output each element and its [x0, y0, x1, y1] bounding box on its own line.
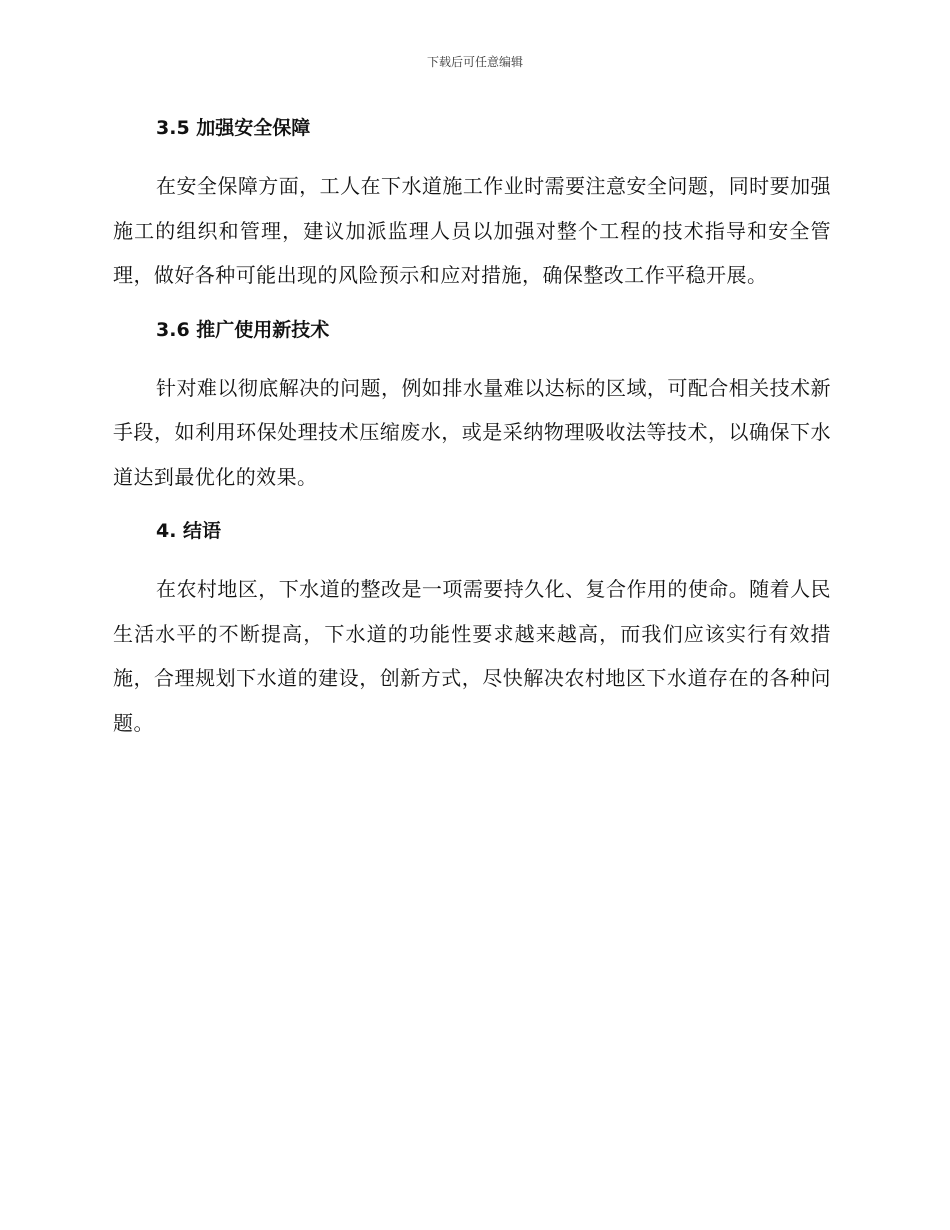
section-paragraph-new-tech: 针对难以彻底解决的问题，例如排水量难以达标的区域，可配合相关技术新手段，如利用环保处理技术压缩废水，或是采纳物理吸收法等技术，以确保下水道达到最优化的效果。 — [113, 375, 831, 489]
section-heading-conclusion: 4. 结语 — [156, 520, 222, 542]
section-paragraph-safety: 在安全保障方面，工人在下水道施工作业时需要注意安全问题，同时要加强施工的组织和管理，建议加派监理人员以加强对整个工程的技术指导和安全管理，做好各种可能出现的风险预示和应对措施，确保整改工作平稳开展。 — [113, 174, 831, 287]
document-body — [113, 106, 831, 745]
section-heading-new-tech: 3.6 推广使用新技术 — [156, 318, 330, 341]
section-heading-safety: 3.5 加强安全保障 — [156, 117, 311, 139]
section-paragraph-conclusion: 在农村地区，下水道的整改是一项需要持久化、复合作用的使命。随着人民生活水平的不断提高，下水道的功能性要求越来越高，而我们应该实行有效措施，合理规划下水道的建设，创新方式，尽快解决农村地区下水道存在的各种问题。 — [113, 577, 831, 735]
page-header: 下载后可任意编辑 — [426, 55, 523, 69]
